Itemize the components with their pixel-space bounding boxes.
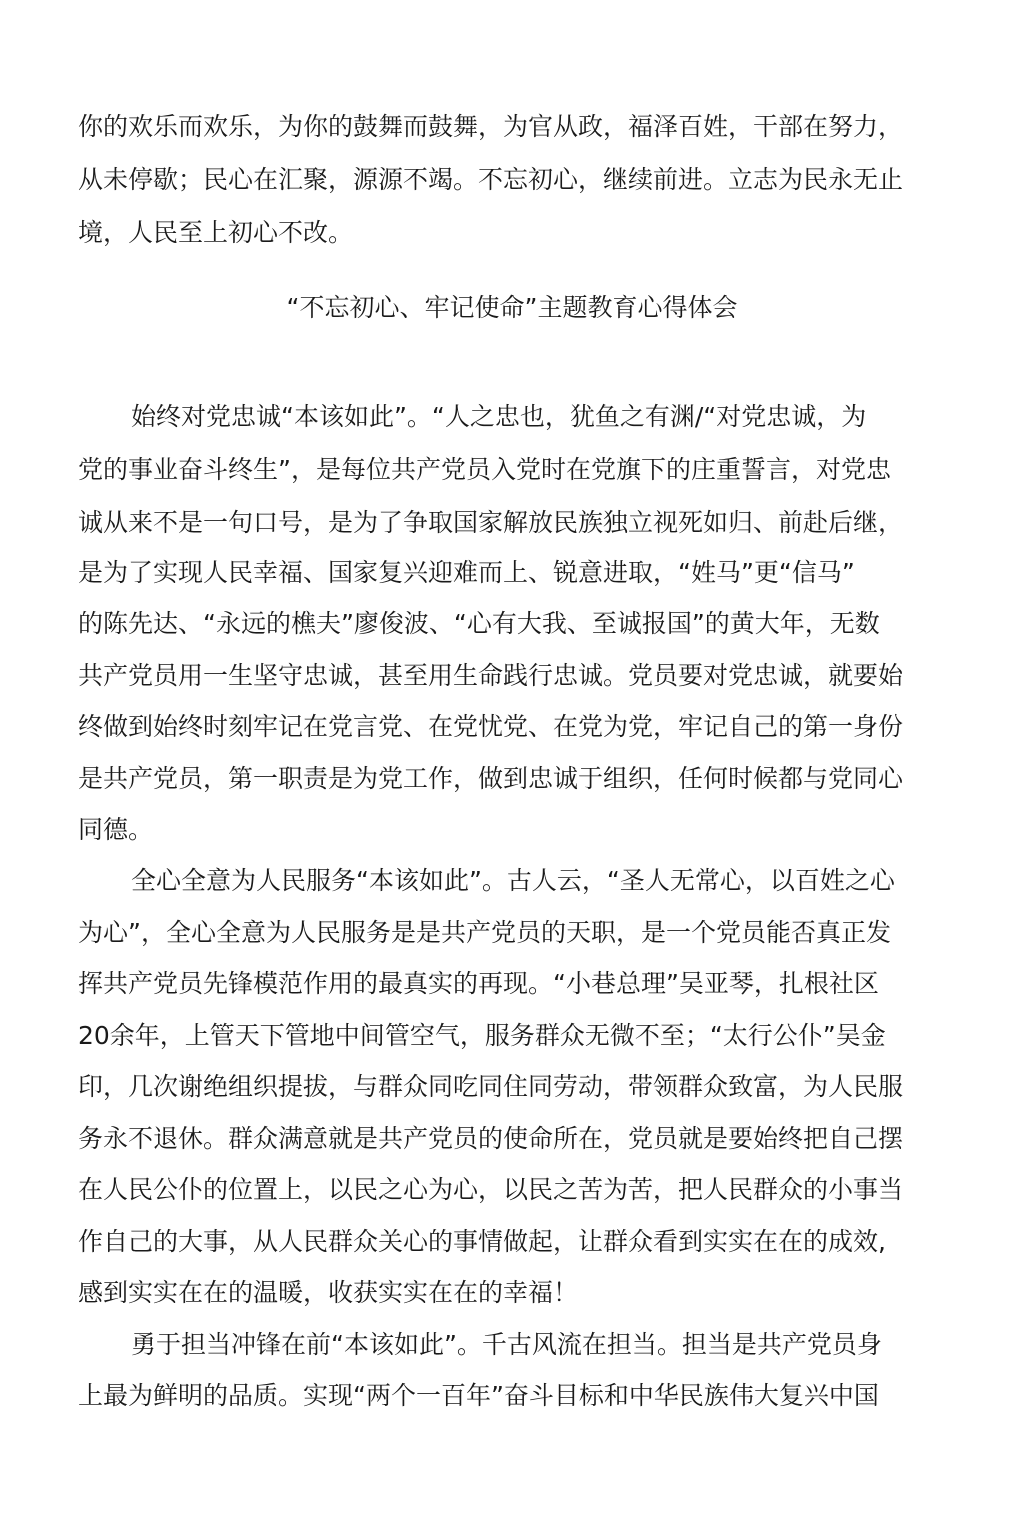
text-line: 从未停歇；民心在汇聚，源源不竭。不忘初心，继续前进。立志为民永无止	[78, 165, 904, 194]
text-line: 始终对党忠诚“本该如此”。“人之忠也，犹鱼之有渊/“对党忠诚，为	[131, 402, 867, 431]
text-line: 终做到始终时刻牢记在党言党、在党忧党、在党为党，牢记自己的第一身份	[78, 712, 904, 741]
text-line: 同德。	[78, 815, 154, 844]
text-line: 是为了实现人民幸福、国家复兴迎难而上、锐意进取，“姓马”更“信马”	[78, 558, 855, 587]
text-line: 的陈先达、“永远的樵夫”廖俊波、“心有大我、至诚报国”的黄大年，无数	[78, 609, 880, 638]
text-line: 党的事业奋斗终生”，是每位共产党员入党时在党旗下的庄重誓言，对党忠	[78, 455, 891, 484]
text-line: 上最为鲜明的品质。实现“两个一百年”奋斗目标和中华民族伟大复兴中国	[78, 1381, 879, 1410]
text-line: 20余年，上管天下管地中间管空气，服务群众无微不至；“太行公仆”吴金	[78, 1021, 886, 1050]
document-title: “不忘初心、牢记使命”主题教育心得体会	[286, 293, 738, 322]
text-line: 感到实实在在的温暖，收获实实在在的幸福！	[78, 1278, 579, 1307]
text-line: 全心全意为人民服务“本该如此”。古人云，“圣人无常心，以百姓之心	[131, 866, 895, 895]
text-line: 挥共产党员先锋模范作用的最真实的再现。“小巷总理”吴亚琴，扎根社区	[78, 969, 879, 998]
text-line: 共产党员用一生坚守忠诚，甚至用生命践行忠诚。党员要对党忠诚，就要始	[78, 661, 904, 690]
text-line: 境，人民至上初心不改。	[78, 218, 354, 247]
text-line: 你的欢乐而欢乐，为你的鼓舞而鼓舞，为官从政，福泽百姓，干部在努力，	[78, 112, 904, 141]
text-line: 务永不退休。群众满意就是共产党员的使命所在，党员就是要始终把自己摆	[78, 1124, 904, 1153]
text-line: 在人民公仆的位置上，以民之心为心，以民之苦为苦，把人民群众的小事当	[78, 1175, 904, 1204]
text-line: 为心”，全心全意为人民服务是是共产党员的天职，是一个党员能否真正发	[78, 918, 891, 947]
text-line: 作自己的大事，从人民群众关心的事情做起，让群众看到实实在在的成效,	[78, 1227, 886, 1256]
text-line: 勇于担当冲锋在前“本该如此”。千古风流在担当。担当是共产党员身	[131, 1330, 882, 1359]
text-line: 印，几次谢绝组织提拔，与群众同吃同住同劳动，带领群众致富，为人民服	[78, 1072, 904, 1101]
text-line: 是共产党员，第一职责是为党工作，做到忠诚于组织，任何时候都与党同心	[78, 764, 904, 793]
text-line: 诚从来不是一句口号，是为了争取国家解放民族独立视死如归、前赴后继，	[78, 508, 904, 537]
